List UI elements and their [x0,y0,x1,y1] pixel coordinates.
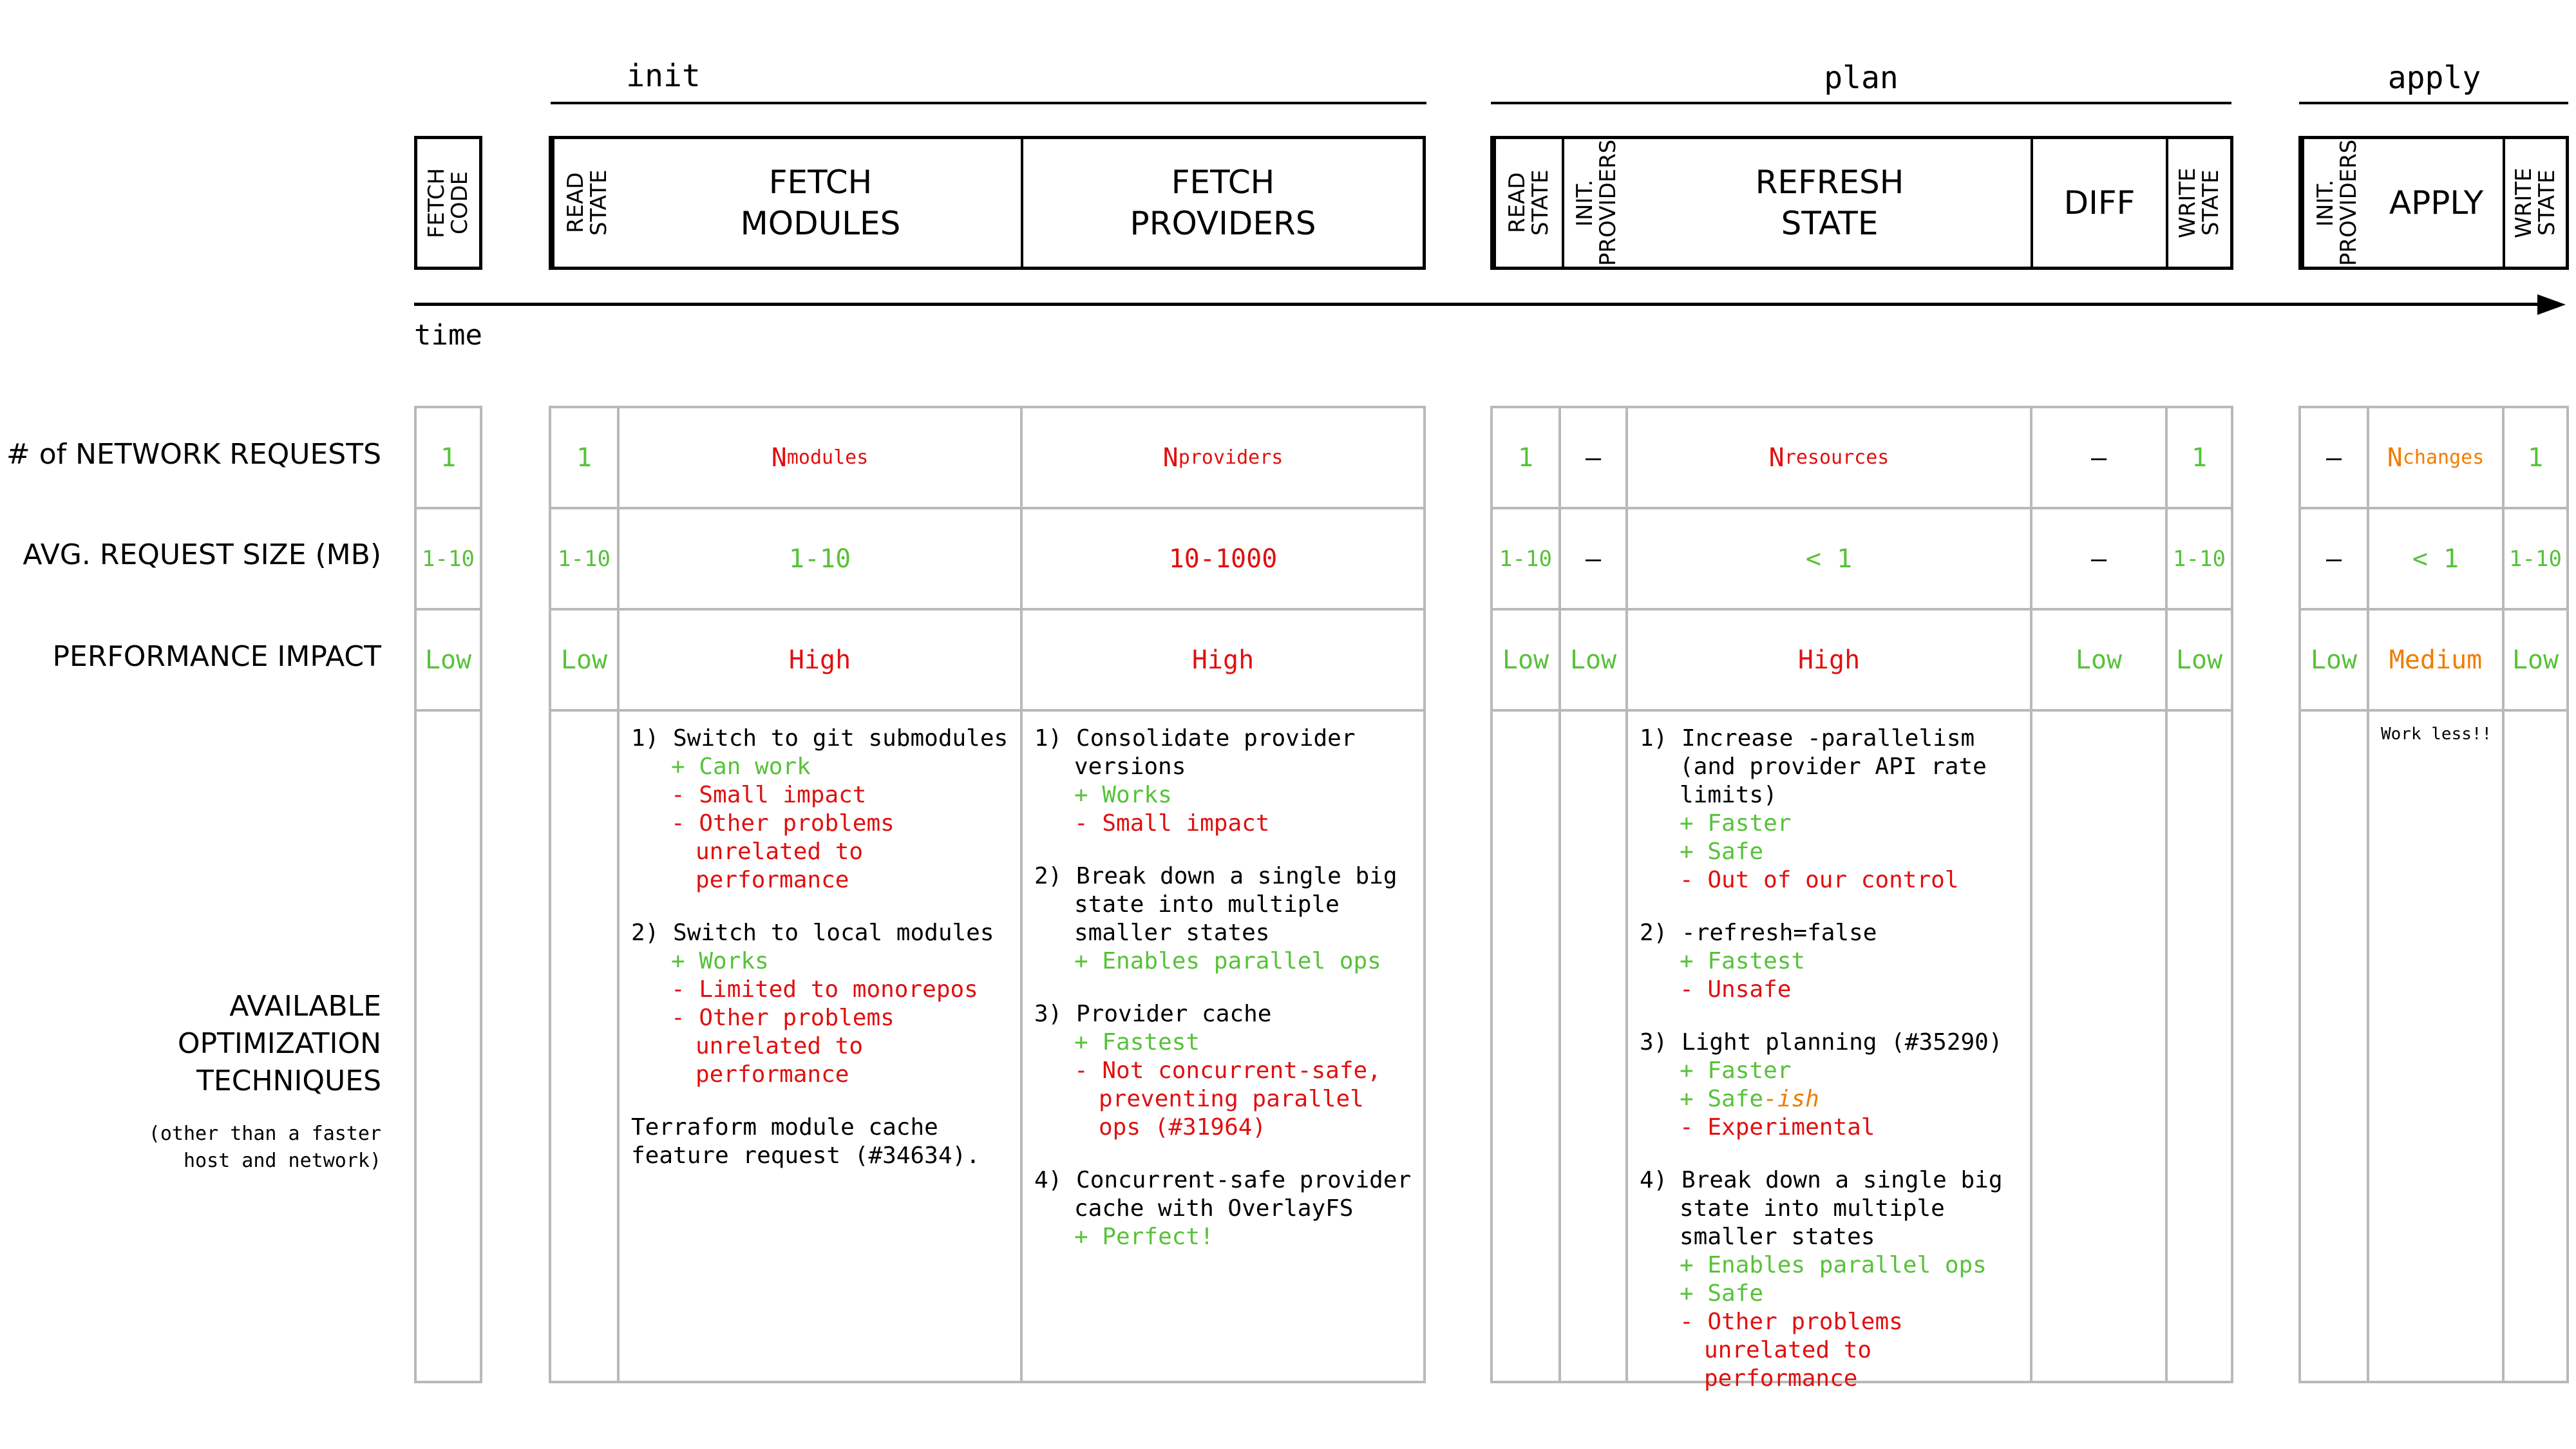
technique-title: 1) Increase -parallelism (and provider API rate limits) [1640,725,1987,808]
technique-item [631,919,1011,1089]
techniques-refresh-state [1628,712,2030,1392]
technique-sign: + [1074,1224,1088,1250]
stage-fetch-modules: FETCH MODULES [620,139,1023,267]
technique-pro [1640,810,2021,838]
technique-sign: + [1680,948,1694,974]
impact-fetch-providers: High [1023,611,1423,712]
techniques-fetch-code [417,712,480,1381]
technique-item [1034,1166,1414,1251]
stage-diff: DIFF [2033,139,2168,267]
stage-box-plan [1490,136,2233,270]
techniques-fetch-providers [1023,712,1423,1381]
technique-sign: - [671,810,685,837]
phase-line-init [551,102,1426,104]
technique-sign: - [671,976,685,1003]
size-diff: – [2032,509,2165,611]
technique-title: 2) Break down a single big state into multiple smaller states [1034,863,1397,946]
timeline-axis [414,303,2539,306]
stage-read-state-init: READ STATE [552,139,620,267]
technique-sign: - [1680,867,1694,893]
col-apply [2369,408,2505,1381]
phase-line-plan [1491,102,2231,104]
technique-point-suffix: -ish [1763,1086,1819,1112]
impact-refresh-state: High [1628,611,2030,712]
technique-point-text: Other problems unrelated to performance [696,810,895,893]
size-write-state-plan: 1-10 [2168,509,2231,611]
technique-note: Terraform module cache feature request (#34634). [631,1114,980,1169]
technique-sign: - [671,782,685,808]
row-label-requests: # of NETWORK REQUESTS [6,438,381,471]
technique-pro [1640,947,2021,976]
technique-pro [1640,1085,2021,1113]
size-refresh-state: < 1 [1628,509,2030,611]
stage-write-state-plan: WRITE STATE [2175,167,2224,238]
technique-point-text: Safe [1707,1086,1764,1112]
technique-point-text: Experimental [1707,1114,1875,1141]
techniques-read-state-init [551,712,617,1381]
techniques-write-state-apply [2505,712,2566,1381]
col-read-state-plan [1493,408,1561,1381]
technique-point-text: Other problems unrelated to performance [696,1005,895,1088]
technique-sign: - [1680,1309,1694,1335]
technique-point-text: Unsafe [1707,976,1792,1003]
stage-fetch-code: FETCH CODE [424,167,473,238]
technique-title: 1) Consolidate provider versions [1034,725,1356,780]
col-write-state-apply [2505,408,2566,1381]
technique-point-text: Fastest [1707,948,1806,974]
technique-pro [1640,838,2021,866]
technique-pro [631,753,1011,781]
col-refresh-state [1628,408,2032,1392]
requests-write-state-apply: 1 [2505,408,2566,509]
technique-con [1034,810,1414,838]
technique-pro [1034,781,1414,810]
requests-init-providers-plan: – [1561,408,1625,509]
technique-con [631,781,1011,810]
col-fetch-providers [1023,408,1423,1381]
impact-init-providers-plan: Low [1561,611,1625,712]
technique-point-text: Safe [1707,838,1764,865]
technique-title: 2) -refresh=false [1640,920,1877,946]
size-apply: < 1 [2369,509,2502,611]
technique-con [631,810,1011,895]
stage-box-init [549,136,1426,270]
technique-title: 3) Light planning (#35290) [1640,1029,2003,1056]
requests-apply: N changes [2369,408,2502,509]
stage-init-providers-plan: INIT. PROVIDERS [1562,139,1629,267]
technique-sign: + [1680,838,1694,865]
technique-con [1640,1113,2021,1142]
techniques-write-state-plan [2168,712,2231,1381]
techniques-apply [2369,712,2502,1381]
technique-item [1640,1166,2021,1393]
grid-init [549,406,1426,1383]
technique-item [1640,724,2021,895]
technique-point-text: Works [699,948,769,974]
technique-sign: + [1680,810,1694,837]
technique-sign: - [1074,810,1088,837]
technique-point-text: Out of our control [1707,867,1959,893]
stage-write-state-apply: WRITE STATE [2511,167,2560,238]
techniques-apply-note: Work less!! [2381,724,2492,744]
row-label-size: AVG. REQUEST SIZE (MB) [23,538,381,571]
requests-fetch-providers: N providers [1023,408,1423,509]
technique-con [1640,866,2021,895]
technique-point-text: Can work [699,753,811,780]
size-fetch-code: 1-10 [417,509,480,611]
requests-write-state-plan: 1 [2168,408,2231,509]
timeline-label: time [414,319,482,352]
technique-sign: + [671,948,685,974]
grid-plan [1490,406,2233,1392]
size-init-providers-plan: – [1561,509,1625,611]
technique-point-text: Faster [1707,1057,1792,1084]
col-fetch-code [417,408,480,1381]
technique-point-text: Small impact [699,782,867,808]
stage-read-state-plan: READ STATE [1493,139,1562,267]
technique-item [1034,724,1414,838]
technique-con [1640,976,2021,1004]
technique-sign: + [1680,1252,1694,1278]
technique-point-text: Works [1102,782,1172,808]
impact-write-state-plan: Low [2168,611,2231,712]
impact-diff: Low [2032,611,2165,712]
technique-title: 2) Switch to local modules [631,920,994,946]
requests-fetch-modules: N modules [620,408,1020,509]
col-diff [2032,408,2168,1381]
impact-apply: Medium [2369,611,2502,712]
technique-point-text: Enables parallel ops [1102,948,1381,974]
impact-fetch-code: Low [417,611,480,712]
size-fetch-providers: 10-1000 [1023,509,1423,611]
technique-pro [1640,1057,2021,1085]
size-read-state-init: 1-10 [551,509,617,611]
requests-read-state-plan: 1 [1493,408,1558,509]
stage-box-apply [2298,136,2569,270]
size-init-providers-apply: – [2301,509,2367,611]
impact-init-providers-apply: Low [2301,611,2367,712]
technique-point-text: Safe [1707,1280,1764,1307]
stage-init-providers-apply: INIT. PROVIDERS [2302,139,2370,267]
technique-con [631,1004,1011,1089]
size-write-state-apply: 1-10 [2505,509,2566,611]
technique-point-text: Perfect! [1102,1224,1214,1250]
technique-title: 3) Provider cache [1034,1001,1272,1027]
col-init-providers-plan [1561,408,1628,1381]
impact-read-state-plan: Low [1493,611,1558,712]
phase-line-apply [2299,102,2568,104]
technique-title: 4) Break down a single big state into multiple smaller states [1640,1167,2003,1250]
techniques-init-providers-apply [2301,712,2367,1381]
timeline-arrowhead [2537,294,2566,315]
technique-point-text: Enables parallel ops [1707,1252,1987,1278]
col-init-providers-apply [2301,408,2369,1381]
technique-sign: + [1680,1057,1694,1084]
technique-con [1034,1057,1414,1142]
techniques-init-providers-plan [1561,712,1625,1381]
technique-sign: - [1680,976,1694,1003]
impact-read-state-init: Low [551,611,617,712]
stage-fetch-providers: FETCH PROVIDERS [1130,164,1316,242]
technique-item [631,724,1011,895]
technique-item [1034,1000,1414,1142]
technique-pro [1034,1028,1414,1057]
technique-title: 1) Switch to git submodules [631,725,1009,752]
technique-point-text: Not concurrent-safe, preventing parallel ops (#31964) [1099,1057,1381,1141]
technique-sign: + [1680,1086,1694,1112]
technique-sign: + [1074,782,1088,808]
technique-sign: - [671,1005,685,1031]
row-label-techniques-note: (other than a faster host and network) [148,1122,381,1172]
technique-item [1640,919,2021,1004]
stage-refresh-state: REFRESH STATE [1629,139,2033,267]
grid-fetch-code [414,406,482,1383]
techniques-fetch-modules [620,712,1020,1381]
phase-label-apply: apply [2387,60,2481,96]
technique-item [1034,862,1414,976]
technique-point-text: Faster [1707,810,1792,837]
size-fetch-modules: 1-10 [620,509,1020,611]
row-label-impact: PERFORMANCE IMPACT [52,640,381,673]
row-label-techniques: AVAILABLE OPTIMIZATION TECHNIQUES [177,990,381,1097]
technique-sign: - [1680,1114,1694,1141]
stage-box-fetch-code [414,136,482,270]
technique-title: 4) Concurrent-safe provider cache with OverlayFS [1034,1167,1412,1222]
techniques-read-state-plan [1493,712,1558,1381]
requests-read-state-init: 1 [551,408,617,509]
technique-sign: + [1074,948,1088,974]
techniques-diff [2032,712,2165,1381]
technique-point-text: Other problems unrelated to performance [1704,1309,1903,1392]
technique-sign: - [1074,1057,1088,1084]
grid-apply [2298,406,2569,1383]
technique-sign: + [1680,1280,1694,1307]
technique-pro [1640,1251,2021,1280]
technique-point-text: Fastest [1102,1029,1200,1056]
col-read-state-init [551,408,620,1381]
technique-pro [631,947,1011,976]
col-fetch-modules [620,408,1023,1381]
requests-init-providers-apply: – [2301,408,2367,509]
col-write-state-plan [2168,408,2231,1381]
phase-label-plan: plan [1824,60,1899,96]
phase-label-init: init [626,58,701,94]
technique-item [1640,1028,2021,1142]
technique-pro [1034,947,1414,976]
requests-diff: – [2032,408,2165,509]
technique-con [1640,1308,2021,1393]
technique-point-text: Limited to monorepos [699,976,978,1003]
technique-pro [1640,1280,2021,1308]
technique-pro [1034,1223,1414,1251]
stage-apply: APPLY [2370,139,2505,267]
technique-sign: + [1074,1029,1088,1056]
technique-point-text: Small impact [1102,810,1270,837]
technique-con [631,976,1011,1004]
impact-fetch-modules: High [620,611,1020,712]
requests-fetch-code: 1 [417,408,480,509]
requests-refresh-state: N resources [1628,408,2030,509]
size-read-state-plan: 1-10 [1493,509,1558,611]
technique-sign: + [671,753,685,780]
impact-write-state-apply: Low [2505,611,2566,712]
